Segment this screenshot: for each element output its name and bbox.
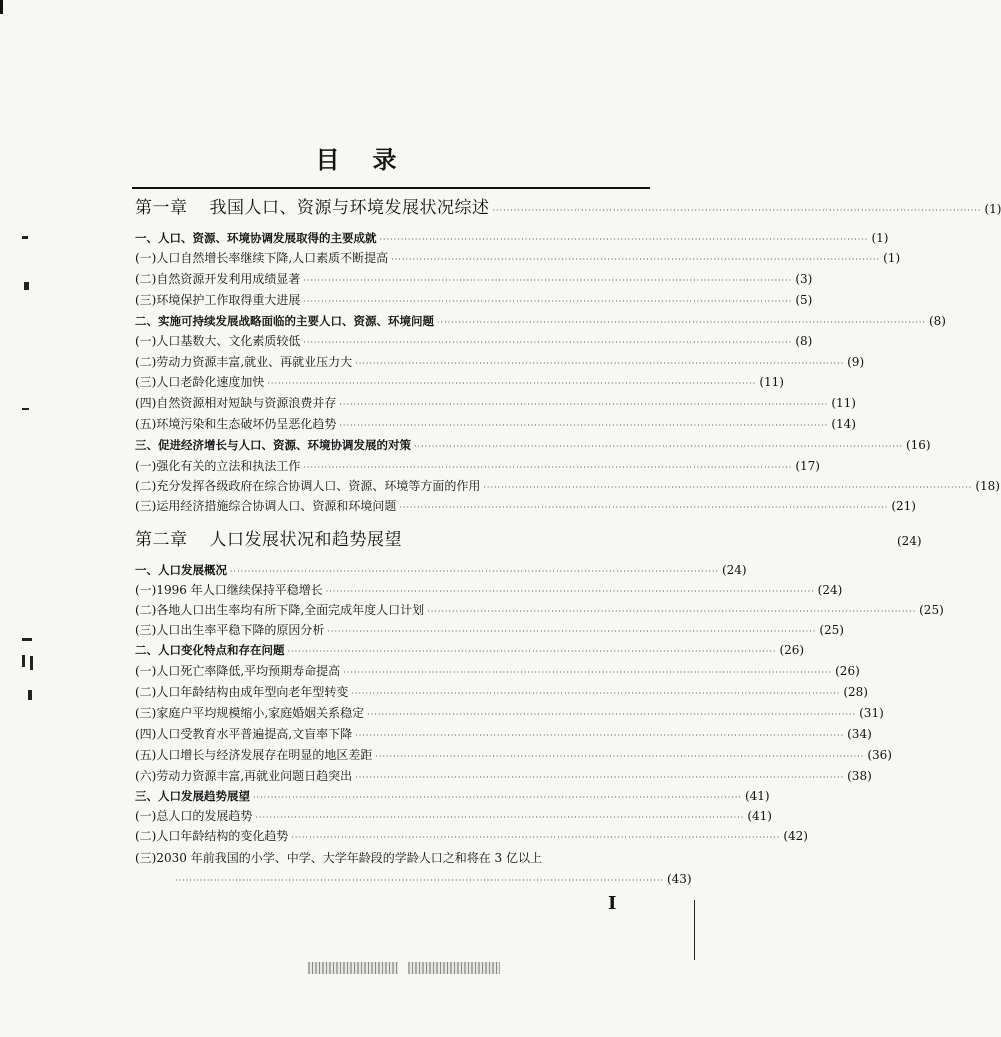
scan-mark xyxy=(22,655,25,667)
scan-mark xyxy=(24,282,29,290)
scan-mark xyxy=(30,656,33,670)
toc-entry[interactable]: (二)劳动力资源丰富,就业、再就业压力大 ·········································································································································· (9) xyxy=(135,355,865,369)
scan-smudge xyxy=(408,962,500,974)
toc-entry[interactable]: (三)运用经济措施综合协调人口、资源和环境问题 ·········································································································································· (21) xyxy=(135,499,916,513)
scan-mark xyxy=(694,900,695,960)
toc-entry[interactable]: (三)人口出生率平稳下降的原因分析 ·········································································································································· (25) xyxy=(135,623,844,637)
toc-entry[interactable]: (三)环境保护工作取得重大进展 ·········································································································································· (5) xyxy=(135,293,813,307)
title-char-right: 录 xyxy=(372,146,398,174)
toc-entry[interactable]: (三)家庭户平均规模缩小,家庭婚姻关系稳定 ·········································································································································· (31) xyxy=(135,706,884,720)
toc-entry[interactable]: 一、人口发展概况 ·········································································································································· (24) xyxy=(135,563,747,577)
toc-entry[interactable]: (一)1996 年人口继续保持平稳增长 ·········································································································································· (24) xyxy=(135,583,843,597)
toc-entry[interactable]: (一)人口死亡率降低,平均预期寿命提高 ·········································································································································· (26) xyxy=(135,664,860,678)
toc-entry[interactable]: (五)人口增长与经济发展存在明显的地区差距 ·········································································································································· (36) xyxy=(135,748,892,762)
toc-entry[interactable]: (三)2030 年前我国的小学、中学、大学年龄段的学龄人口之和将在 3 亿以上 xyxy=(135,851,542,865)
chapter-2-title: 人口发展状况和趋势展望 xyxy=(209,530,402,550)
toc-entry[interactable]: 三、人口发展趋势展望 ·········································································································································· (41) xyxy=(135,789,770,803)
chapter-1-number: 第一章 xyxy=(135,198,188,218)
chapter-1-title: 我国人口、资源与环境发展状况综述 xyxy=(209,198,490,218)
page-folio: I xyxy=(608,893,617,914)
page-corner-mark xyxy=(0,0,3,14)
scan-mark xyxy=(28,690,32,700)
chapter-2-page: (24) xyxy=(896,534,922,548)
toc-entry[interactable]: (六)劳动力资源丰富,再就业问题日趋突出 ·········································································································································· (38) xyxy=(135,769,872,783)
chapter-1-page: (1) xyxy=(984,202,1001,216)
scan-mark xyxy=(22,408,29,410)
toc-entry[interactable]: (四)人口受教育水平普遍提高,文盲率下降 ·········································································································································· (34) xyxy=(135,727,872,741)
toc-entry[interactable]: 二、实施可持续发展战略面临的主要人口、资源、环境问题 ·········································································································································· (8) xyxy=(135,314,946,328)
toc-entry[interactable]: 三、促进经济增长与人口、资源、环境协调发展的对策 ·········································································································································· (16) xyxy=(135,438,931,452)
chapter-2-heading[interactable] xyxy=(135,527,922,553)
dot-leader: ·········································································································································· xyxy=(492,206,982,215)
top-rule xyxy=(132,187,650,189)
toc-entry[interactable]: (一)总人口的发展趋势 ·········································································································································· (41) xyxy=(135,809,772,823)
chapter-2-number: 第二章 xyxy=(135,530,188,550)
toc-entry[interactable]: 二、人口变化特点和存在问题 ·········································································································································· (26) xyxy=(135,643,805,657)
toc-entry[interactable]: (二)人口年龄结构由成年型向老年型转变 ·········································································································································· (28) xyxy=(135,685,868,699)
scan-mark xyxy=(22,638,32,641)
toc-entry[interactable]: (三)人口老龄化速度加快 ·········································································································································· (11) xyxy=(135,375,784,389)
toc-entry[interactable]: 一、人口、资源、环境协调发展取得的主要成就 ·········································································································································· (1) xyxy=(135,231,889,245)
toc-entry-continuation[interactable]: ·········································································································································· (43) xyxy=(175,872,692,886)
toc-entry[interactable]: (二)充分发挥各级政府在综合协调人口、资源、环境等方面的作用 ·········································································································································· (18) xyxy=(135,479,1000,493)
toc-entry[interactable]: (一)人口基数大、文化素质较低 ·········································································································································· (8) xyxy=(135,334,813,348)
toc-entry[interactable]: (一)强化有关的立法和执法工作 ·········································································································································· (17) xyxy=(135,459,820,473)
toc-entry[interactable]: (二)人口年龄结构的变化趋势 ·········································································································································· (42) xyxy=(135,829,808,843)
toc-entry[interactable]: (二)自然资源开发利用成绩显著 ·········································································································································· (3) xyxy=(135,272,813,286)
chapter-1-heading[interactable] xyxy=(135,195,1001,221)
toc-entry[interactable]: (五)环境污染和生态破坏仍呈恶化趋势 ·········································································································································· (14) xyxy=(135,417,856,431)
title-char-left: 目 xyxy=(315,146,341,174)
toc-entry[interactable]: (一)人口自然增长率继续下降,人口素质不断提高 ·········································································································································· (1) xyxy=(135,251,901,265)
toc-entry[interactable]: (四)自然资源相对短缺与资源浪费并存 ·········································································································································· (11) xyxy=(135,396,856,410)
scan-mark xyxy=(22,236,28,239)
page-title xyxy=(0,140,713,175)
scan-smudge xyxy=(308,962,398,974)
toc-entry[interactable]: (二)各地人口出生率均有所下降,全面完成年度人口计划 ·········································································································································· (25) xyxy=(135,603,944,617)
